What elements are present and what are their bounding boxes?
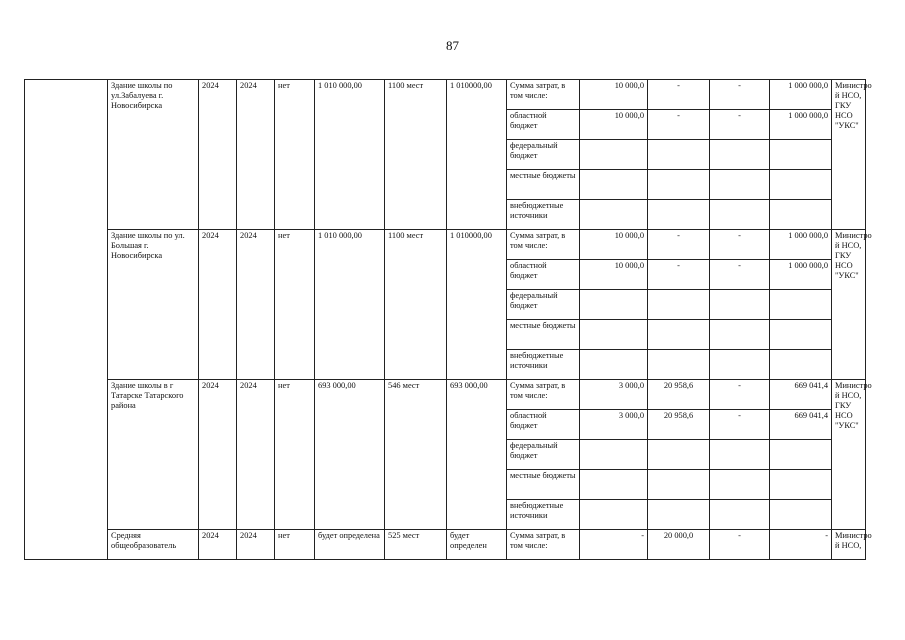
cost-cell: 1 010 000,00 bbox=[315, 80, 385, 230]
psd-cell: нет bbox=[275, 80, 315, 230]
amount-cell: - bbox=[710, 260, 770, 290]
table-row bbox=[25, 530, 866, 560]
funding-source-label: внебюджетные источники bbox=[507, 350, 580, 380]
amount-cell bbox=[648, 320, 710, 350]
funding-source-label: внебюджетные источники bbox=[507, 200, 580, 230]
amount-cell bbox=[770, 350, 832, 380]
amount-cell: 20 958,6 bbox=[648, 380, 710, 410]
amount-cell bbox=[710, 440, 770, 470]
funding-source-label: Сумма затрат, в том числе: bbox=[507, 380, 580, 410]
year-end-cell: 2024 bbox=[237, 230, 275, 380]
psd-cell: нет bbox=[275, 380, 315, 530]
amount-cell bbox=[580, 470, 648, 500]
amount-cell: - bbox=[710, 80, 770, 110]
executor-cell: Министро й НСО, ГКУ НСО "УКС" bbox=[832, 380, 866, 530]
amount-cell: - bbox=[710, 110, 770, 140]
cost-cell: 1 010 000,00 bbox=[315, 230, 385, 380]
amount-cell bbox=[710, 500, 770, 530]
amount-cell: - bbox=[580, 530, 648, 560]
amount-cell bbox=[770, 170, 832, 200]
amount-cell: - bbox=[648, 80, 710, 110]
capacity-cell: 1100 мест bbox=[385, 80, 447, 230]
amount-cell bbox=[580, 440, 648, 470]
funding-source-label: федеральный бюджет bbox=[507, 440, 580, 470]
amount-cell bbox=[710, 170, 770, 200]
cost-cell: будет определена bbox=[315, 530, 385, 560]
amount-cell: 3 000,0 bbox=[580, 380, 648, 410]
investment-objects-table bbox=[24, 79, 872, 560]
amount-cell: 669 041,4 bbox=[770, 410, 832, 440]
year-end-cell: 2024 bbox=[237, 380, 275, 530]
year-end-cell: 2024 bbox=[237, 530, 275, 560]
amount-cell: 1 000 000,0 bbox=[770, 260, 832, 290]
funding-source-label: местные бюджеты bbox=[507, 170, 580, 200]
remaining-cost-cell: 693 000,00 bbox=[447, 380, 507, 530]
funding-source-label: Сумма затрат, в том числе: bbox=[507, 80, 580, 110]
amount-cell bbox=[648, 170, 710, 200]
capacity-cell: 525 мест bbox=[385, 530, 447, 560]
funding-source-label: областной бюджет bbox=[507, 260, 580, 290]
object-name-cell: Здание школы по ул.Забалуева г. Новосибирска bbox=[108, 80, 199, 230]
amount-cell bbox=[648, 140, 710, 170]
amount-cell: 10 000,0 bbox=[580, 260, 648, 290]
amount-cell bbox=[648, 470, 710, 500]
year-start-cell: 2024 bbox=[199, 80, 237, 230]
amount-cell: 669 041,4 bbox=[770, 380, 832, 410]
amount-cell: - bbox=[648, 110, 710, 140]
year-start-cell: 2024 bbox=[199, 380, 237, 530]
amount-cell: 1 000 000,0 bbox=[770, 80, 832, 110]
amount-cell bbox=[770, 470, 832, 500]
amount-cell bbox=[648, 440, 710, 470]
leading-blank-cell bbox=[25, 80, 108, 560]
capacity-cell: 546 мест bbox=[385, 380, 447, 530]
amount-cell bbox=[648, 500, 710, 530]
funding-source-label: Сумма затрат, в том числе: bbox=[507, 530, 580, 560]
table-row bbox=[25, 380, 866, 410]
amount-cell: 10 000,0 bbox=[580, 110, 648, 140]
amount-cell bbox=[580, 140, 648, 170]
funding-source-label: областной бюджет bbox=[507, 110, 580, 140]
funding-source-label: областной бюджет bbox=[507, 410, 580, 440]
amount-cell bbox=[710, 350, 770, 380]
amount-cell bbox=[580, 500, 648, 530]
amount-cell bbox=[710, 290, 770, 320]
amount-cell bbox=[770, 140, 832, 170]
funding-source-label: федеральный бюджет bbox=[507, 290, 580, 320]
amount-cell bbox=[770, 500, 832, 530]
table-row bbox=[25, 80, 866, 110]
funding-source-label: местные бюджеты bbox=[507, 470, 580, 500]
amount-cell bbox=[580, 290, 648, 320]
amount-cell bbox=[648, 350, 710, 380]
amount-cell bbox=[770, 200, 832, 230]
amount-cell: - bbox=[770, 530, 832, 560]
amount-cell: 1 000 000,0 bbox=[770, 230, 832, 260]
amount-cell bbox=[710, 200, 770, 230]
amount-cell: - bbox=[710, 530, 770, 560]
amount-cell bbox=[770, 290, 832, 320]
amount-cell bbox=[710, 320, 770, 350]
executor-cell: Министро й НСО, ГКУ НСО "УКС" bbox=[832, 230, 866, 380]
remaining-cost-cell: 1 010000,00 bbox=[447, 230, 507, 380]
amount-cell: - bbox=[648, 260, 710, 290]
object-name-cell: Средняя общеобразователь bbox=[108, 530, 199, 560]
amount-cell: 3 000,0 bbox=[580, 410, 648, 440]
object-name-cell: Здание школы по ул. Большая г. Новосибирска bbox=[108, 230, 199, 380]
executor-cell: Министро й НСО, ГКУ НСО "УКС" bbox=[832, 80, 866, 230]
amount-cell: 20 958,6 bbox=[648, 410, 710, 440]
table-body bbox=[25, 80, 872, 560]
amount-cell bbox=[580, 320, 648, 350]
remaining-cost-cell: будет определен bbox=[447, 530, 507, 560]
executor-cell: Министро й НСО, bbox=[832, 530, 866, 560]
amount-cell bbox=[580, 200, 648, 230]
funding-source-label: местные бюджеты bbox=[507, 320, 580, 350]
funding-source-label: Сумма затрат, в том числе: bbox=[507, 230, 580, 260]
amount-cell bbox=[770, 440, 832, 470]
remaining-cost-cell: 1 010000,00 bbox=[447, 80, 507, 230]
amount-cell: 10 000,0 bbox=[580, 230, 648, 260]
funding-source-label: федеральный бюджет bbox=[507, 140, 580, 170]
amount-cell: 1 000 000,0 bbox=[770, 110, 832, 140]
amount-cell: 20 000,0 bbox=[648, 530, 710, 560]
amount-cell bbox=[648, 290, 710, 320]
psd-cell: нет bbox=[275, 230, 315, 380]
object-name-cell: Здание школы в г Татарске Татарского района bbox=[108, 380, 199, 530]
cost-cell: 693 000,00 bbox=[315, 380, 385, 530]
amount-cell: - bbox=[648, 230, 710, 260]
amount-cell bbox=[770, 320, 832, 350]
amount-cell bbox=[710, 470, 770, 500]
amount-cell bbox=[580, 350, 648, 380]
year-start-cell: 2024 bbox=[199, 530, 237, 560]
amount-cell bbox=[648, 200, 710, 230]
funding-source-label: внебюджетные источники bbox=[507, 500, 580, 530]
amount-cell: - bbox=[710, 410, 770, 440]
amount-cell: - bbox=[710, 380, 770, 410]
amount-cell: 10 000,0 bbox=[580, 80, 648, 110]
page-number: 87 bbox=[446, 38, 459, 53]
amount-cell bbox=[710, 140, 770, 170]
year-end-cell: 2024 bbox=[237, 80, 275, 230]
psd-cell: нет bbox=[275, 530, 315, 560]
amount-cell: - bbox=[710, 230, 770, 260]
year-start-cell: 2024 bbox=[199, 230, 237, 380]
table-row bbox=[25, 230, 866, 260]
capacity-cell: 1100 мест bbox=[385, 230, 447, 380]
amount-cell bbox=[580, 170, 648, 200]
